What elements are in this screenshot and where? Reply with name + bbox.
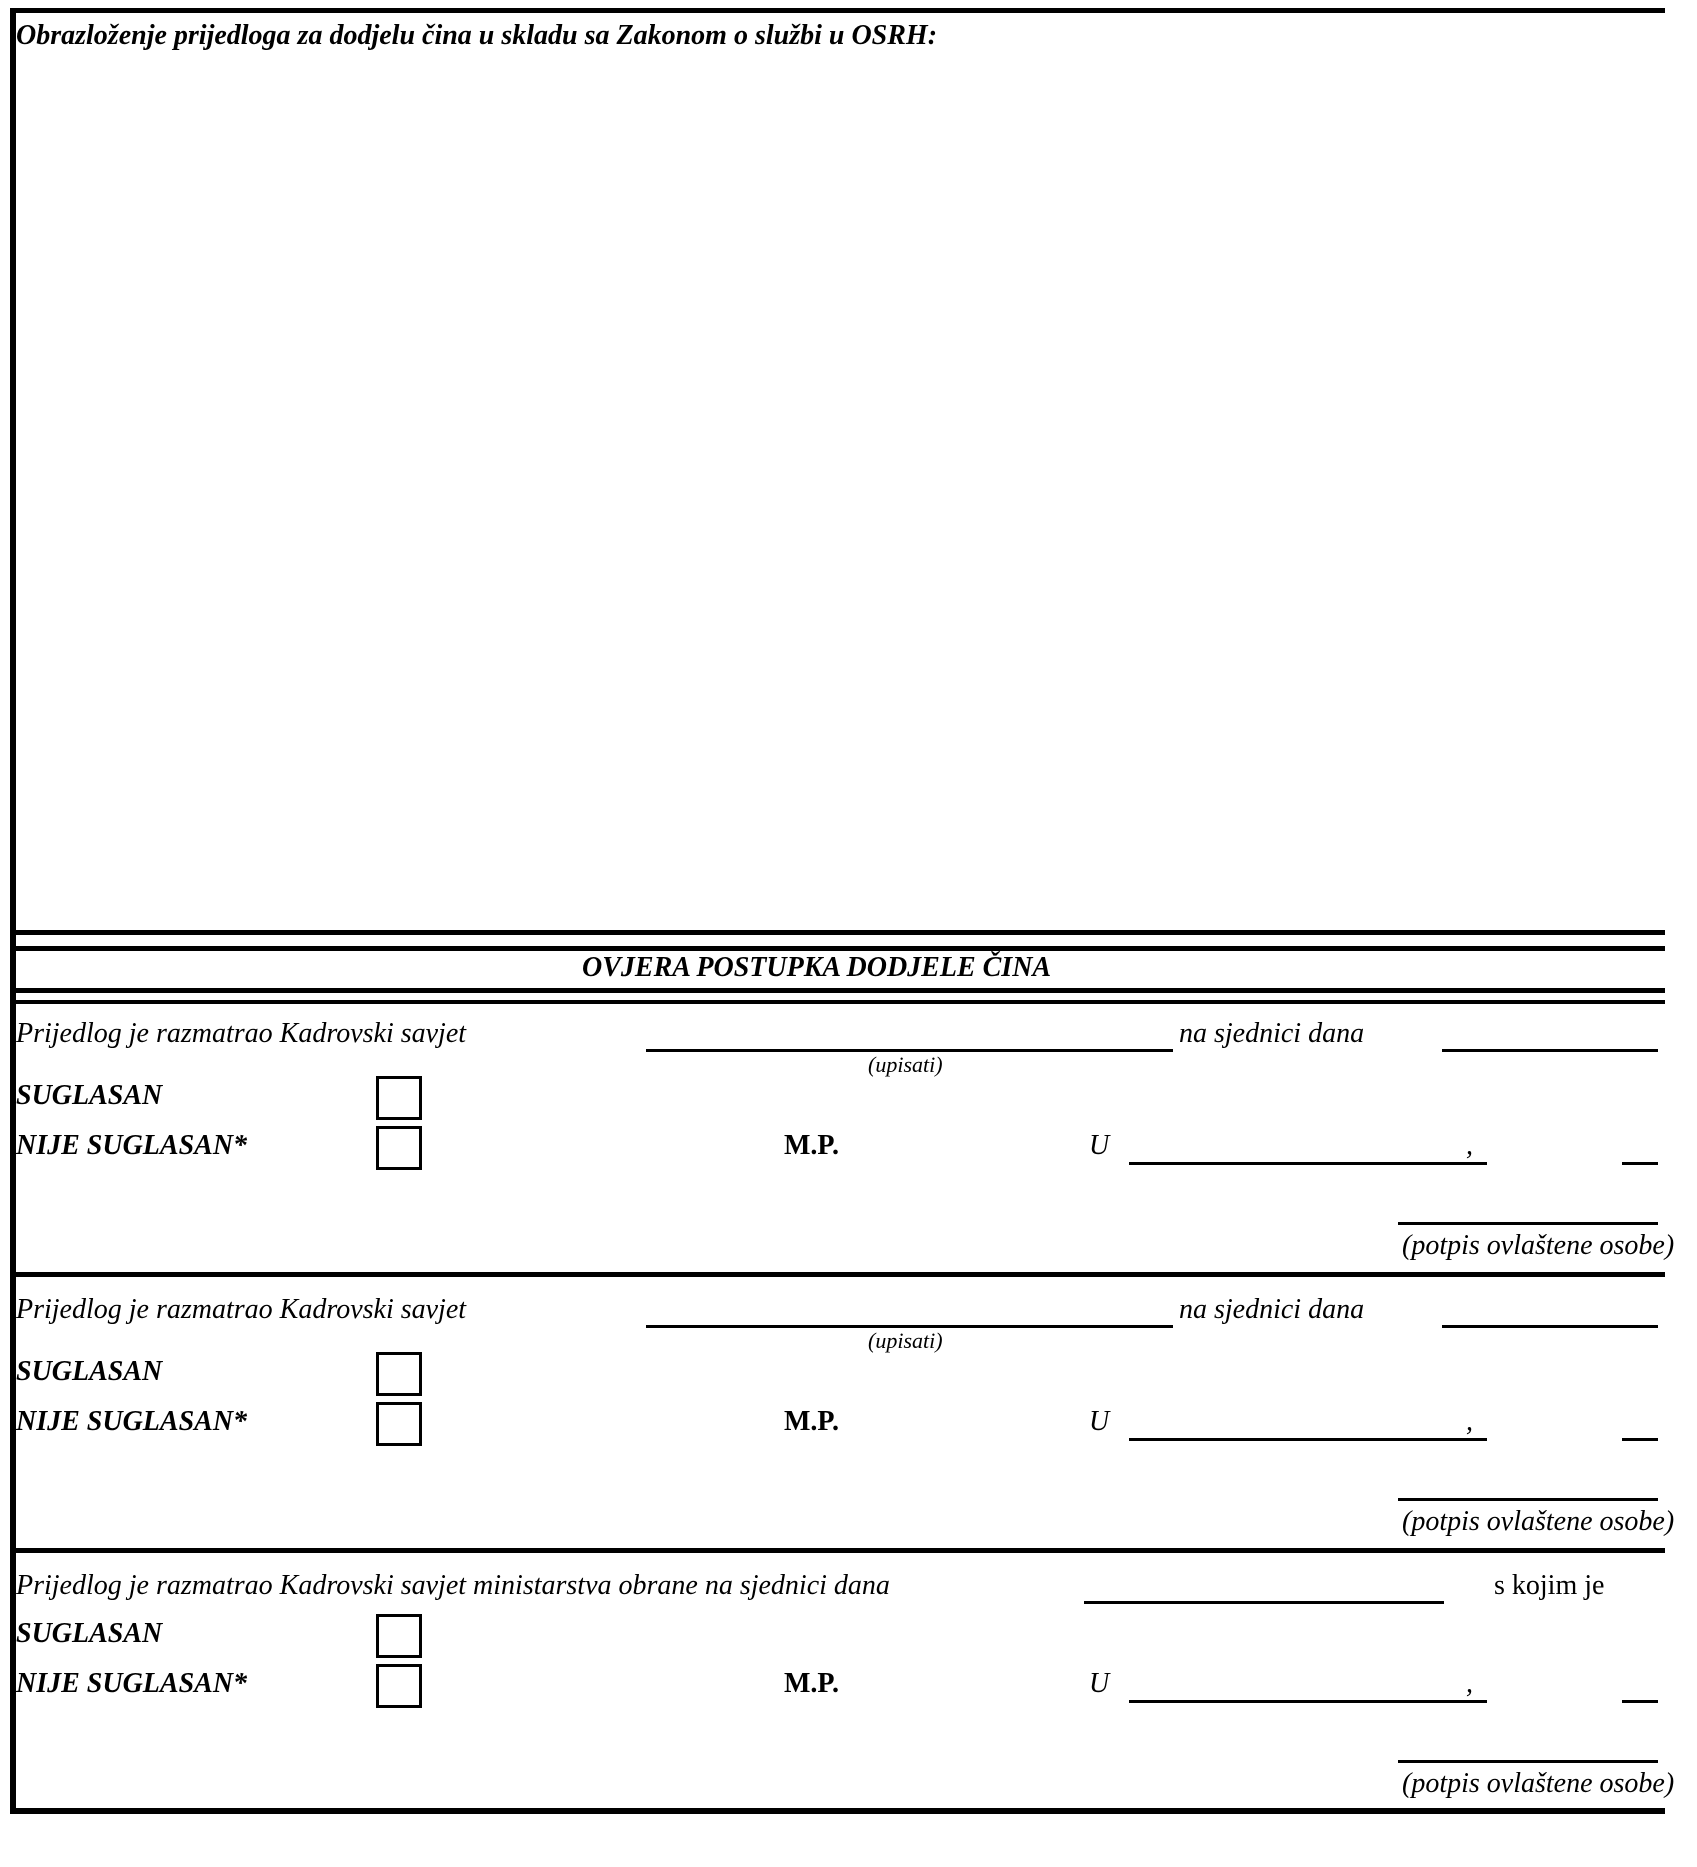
comma: , xyxy=(1466,1130,1473,1161)
frame-top-border xyxy=(10,8,1665,13)
disagree-label: NIJE SUGLASAN* xyxy=(16,1130,248,1161)
section-title: OVJERA POSTUPKA DODJELE ČINA xyxy=(582,952,1052,983)
disagree-checkbox[interactable] xyxy=(376,1664,422,1708)
session-label: na sjednici dana xyxy=(1179,1294,1365,1325)
field-hint: (upisati) xyxy=(868,1328,943,1353)
divider-line xyxy=(10,1272,1665,1277)
session-label: na sjednici dana xyxy=(1179,1018,1365,1049)
session-date-field[interactable] xyxy=(1442,1325,1658,1328)
divider-line xyxy=(10,930,1665,935)
stamp-label: M.P. xyxy=(784,1668,839,1699)
place-label: U xyxy=(1089,1668,1110,1699)
block-intro: Prijedlog je razmatrao Kadrovski savjet xyxy=(16,1018,467,1049)
signature-line[interactable] xyxy=(1398,1760,1658,1763)
disagree-checkbox[interactable] xyxy=(376,1126,422,1170)
disagree-checkbox[interactable] xyxy=(376,1402,422,1446)
block-intro: Prijedlog je razmatrao Kadrovski savjet ministarstva obrane na sjednici dana xyxy=(16,1570,890,1601)
date-field[interactable] xyxy=(1622,1438,1658,1441)
block-suffix: s kojim je xyxy=(1494,1570,1605,1601)
date-field[interactable] xyxy=(1622,1162,1658,1165)
disagree-label: NIJE SUGLASAN* xyxy=(16,1406,248,1437)
divider-line xyxy=(10,1000,1665,1004)
place-label: U xyxy=(1089,1406,1110,1437)
signature-line[interactable] xyxy=(1398,1222,1658,1225)
explanation-heading: Obrazloženje prijedloga za dodjelu čina u skladu sa Zakonom o službi u OSRH: xyxy=(16,20,938,51)
stamp-label: M.P. xyxy=(784,1130,839,1161)
agree-checkbox[interactable] xyxy=(376,1614,422,1658)
comma: , xyxy=(1466,1406,1473,1437)
place-label: U xyxy=(1089,1130,1110,1161)
comma: , xyxy=(1466,1668,1473,1699)
divider-line xyxy=(10,988,1665,993)
frame-bottom-border xyxy=(10,1808,1665,1814)
date-field[interactable] xyxy=(1622,1700,1658,1703)
agree-label: SUGLASAN xyxy=(16,1618,163,1649)
disagree-label: NIJE SUGLASAN* xyxy=(16,1668,248,1699)
agree-label: SUGLASAN xyxy=(16,1356,163,1387)
signature-label: (potpis ovlaštene osobe) xyxy=(1402,1230,1675,1261)
explanation-text-area[interactable] xyxy=(16,60,1656,920)
agree-checkbox[interactable] xyxy=(376,1352,422,1396)
divider-line xyxy=(10,946,1665,951)
stamp-label: M.P. xyxy=(784,1406,839,1437)
place-field[interactable] xyxy=(1129,1700,1487,1703)
block-intro: Prijedlog je razmatrao Kadrovski savjet xyxy=(16,1294,467,1325)
place-field[interactable] xyxy=(1129,1438,1487,1441)
place-field[interactable] xyxy=(1129,1162,1487,1165)
divider-line xyxy=(10,1548,1665,1553)
session-date-field[interactable] xyxy=(1084,1601,1444,1604)
signature-label: (potpis ovlaštene osobe) xyxy=(1402,1768,1675,1799)
signature-line[interactable] xyxy=(1398,1498,1658,1501)
agree-checkbox[interactable] xyxy=(376,1076,422,1120)
field-hint: (upisati) xyxy=(868,1052,943,1077)
session-date-field[interactable] xyxy=(1442,1049,1658,1052)
signature-label: (potpis ovlaštene osobe) xyxy=(1402,1506,1675,1537)
agree-label: SUGLASAN xyxy=(16,1080,163,1111)
